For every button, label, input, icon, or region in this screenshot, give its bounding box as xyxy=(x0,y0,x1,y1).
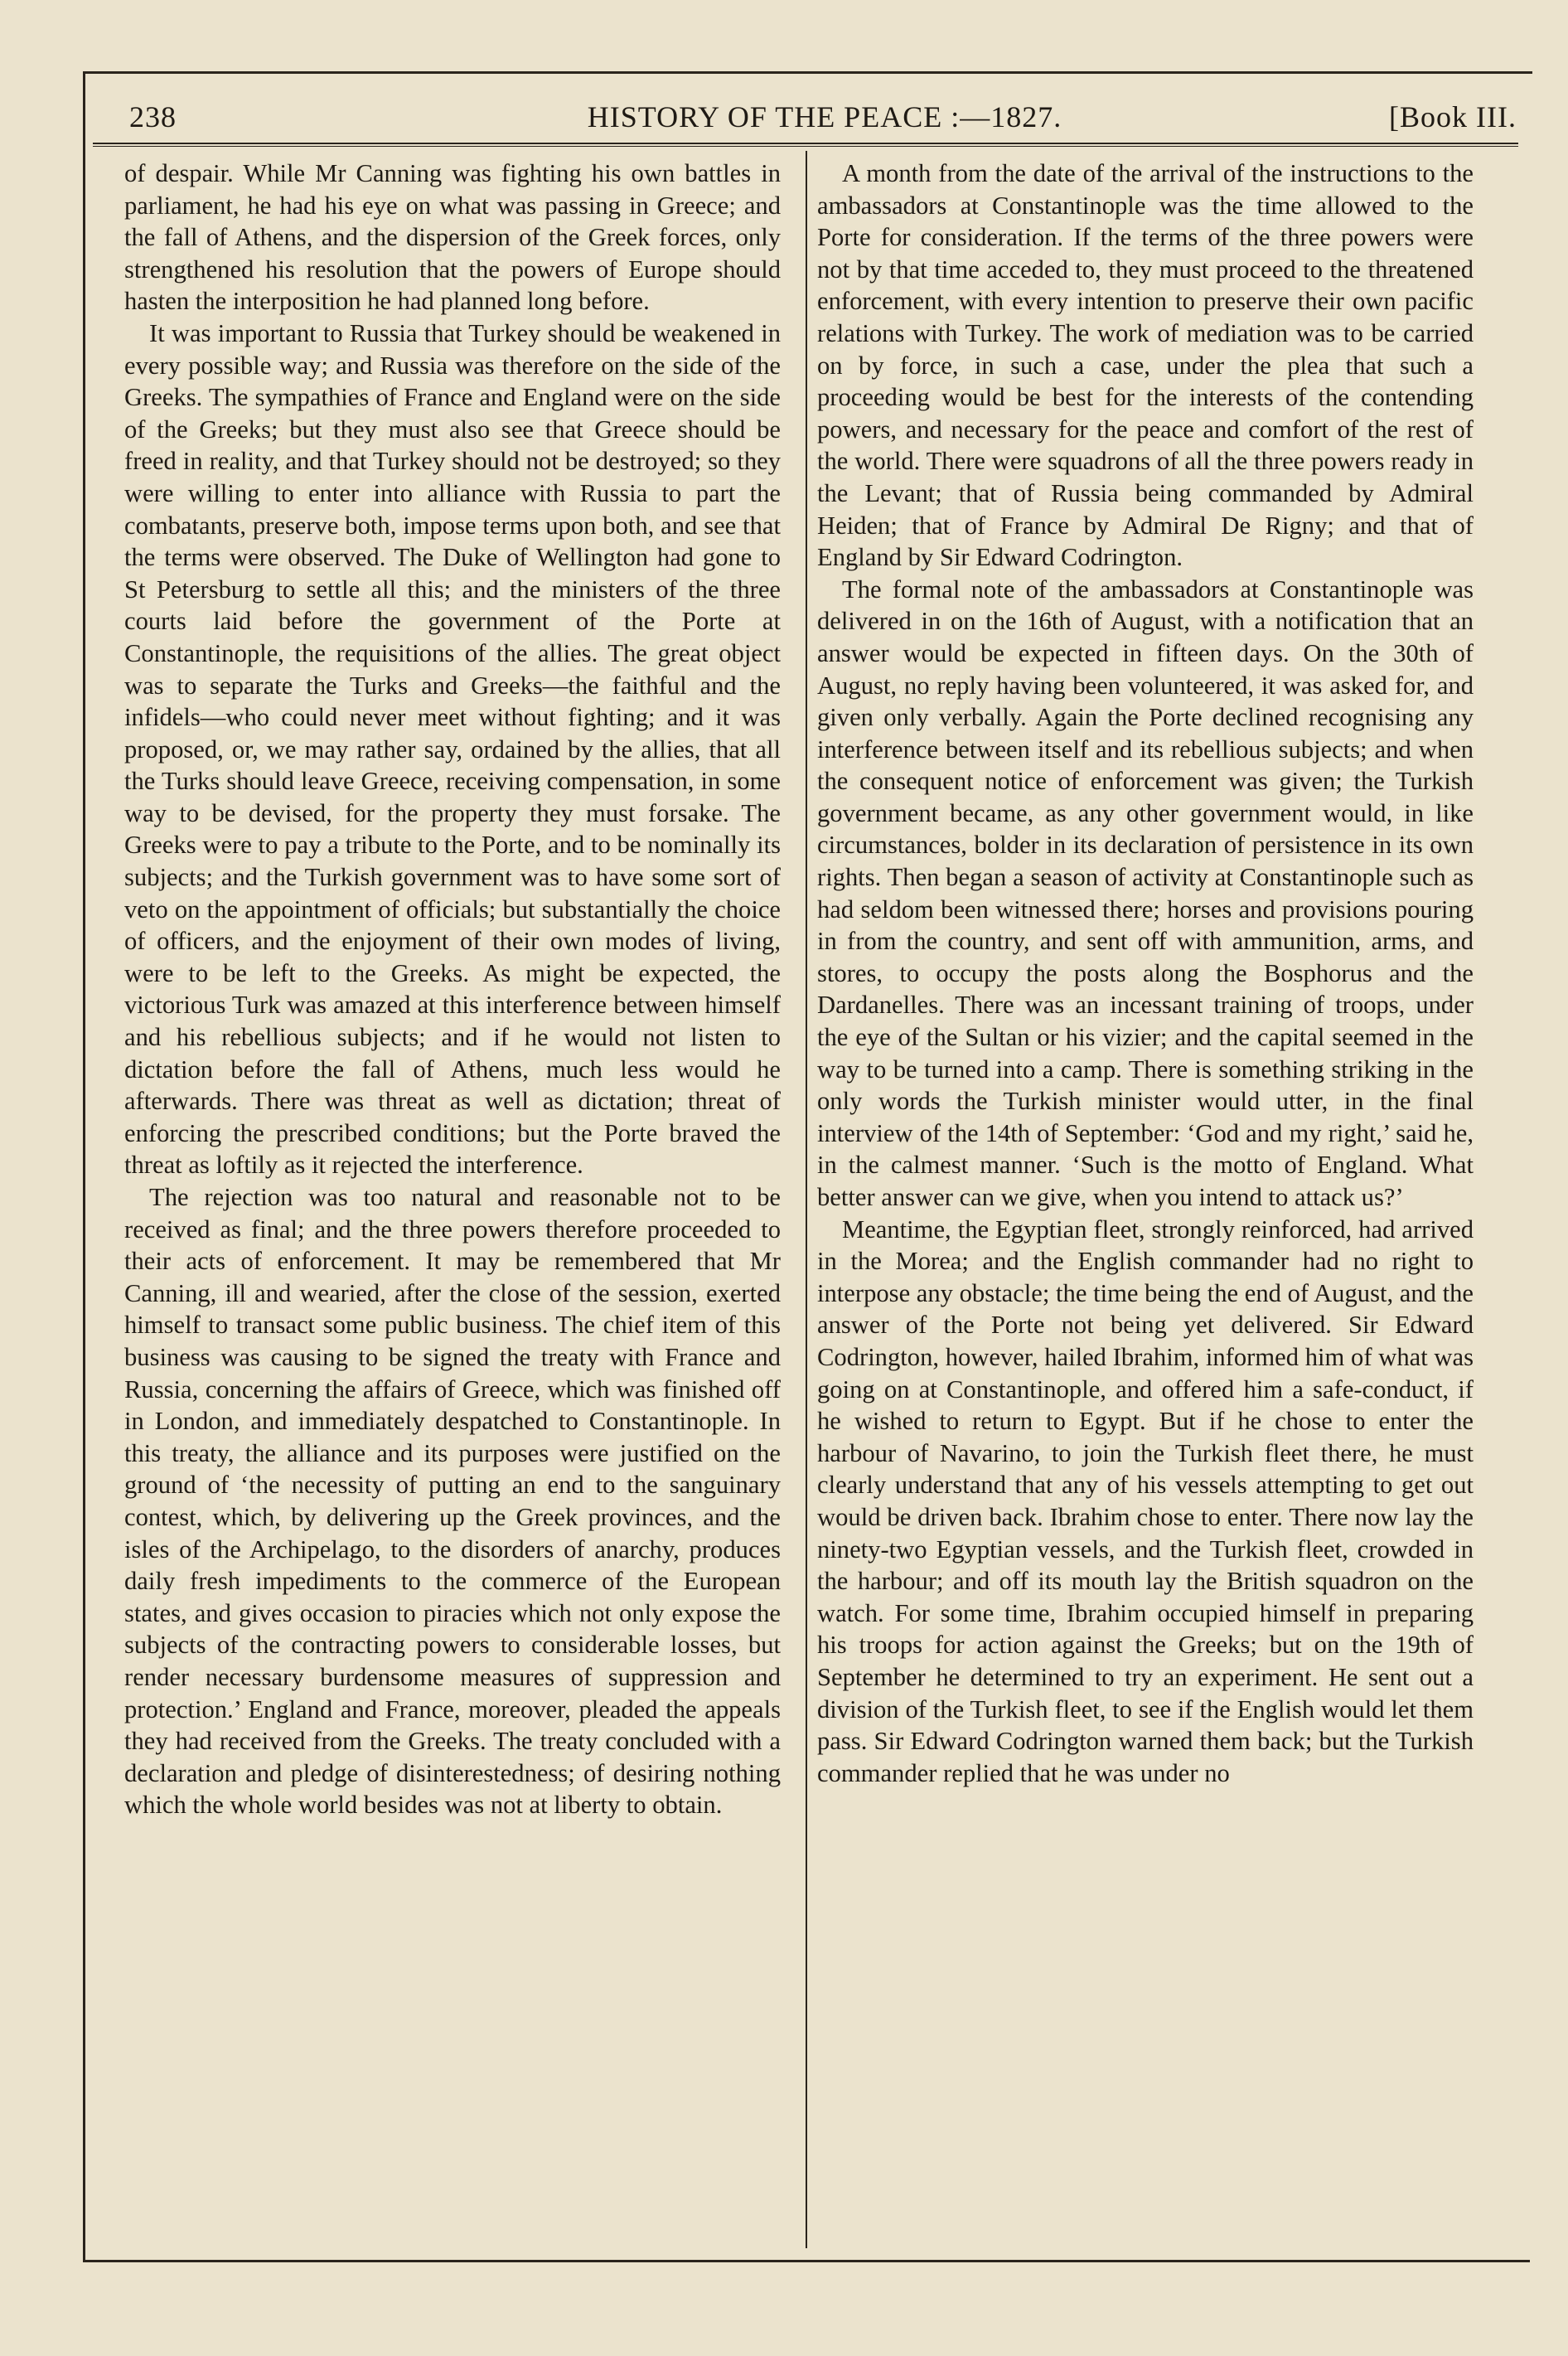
header-rule xyxy=(93,143,1518,147)
column-divider xyxy=(806,151,807,2248)
paragraph: Meantime, the Egyptian fleet, strongly reinforced, had arrived in the Morea; and the English commander had no right to interpose any obstacle; the time being the end of August, and the answer of the Porte not being yet delivered. Sir Edward Codrington, however, hailed Ibrahim, informed him of what was going on at Constantinople, and offered him a safe-conduct, if he wished to return to Egypt. But if he chose to enter the harbour of Navarino, to join the Turkish fleet there, he must clearly understand that any of his vessels attempting to get out would be driven back. Ibrahim chose to enter. There now lay the ninety-two Egyptian vessels, and the Turkish fleet, crowded in the harbour; and off its mouth lay the British squadron on the watch. For some time, Ibrahim occupied himself in preparing his troops for action against the Greeks; but on the 19th of September he determined to try an experiment. He sent out a division of the Turkish fleet, to see if the English would let them pass. Sir Edward Codrington warned them back; but the Turkish commander replied that he was under no xyxy=(817,1214,1474,1787)
paragraph: It was important to Russia that Turkey should be weakened in every possible way; and Russia was therefore on the side of the Greeks. The sympathies of France and England were on the side of the Greeks; but they must also see that Greece should be freed in reality, and that Turkey should not be destroyed; so they were willing to enter into alliance with Russia to part the combatants, preserve both, impose terms upon both, and see that the terms were observed. The Duke of Wellington had gone to St Petersburg to settle all this; and the ministers of the three courts laid before the government of the Porte at Constantinople, the requisitions of the allies. The great object was to separate the Turks and Greeks—the faithful and the infidels—who could never meet without fighting; and it was proposed, or, we may rather say, ordained by the allies, that all the Turks should leave Greece, receiving compensation, in some way to be devised, for the property they must forsake. The Greeks were to pay a tribute to the Porte, and to be nominally its subjects; and the Turkish government was to have some sort of veto on the appointment of officials; but substantially the choice of officers, and the enjoyment of their own modes of living, were to be left to the Greeks. As might be expected, the victorious Turk was amazed at this interference between himself and his rebellious subjects; and if he would not listen to dictation before the fall of Athens, much less would he afterwards. There was threat as well as dictation; threat of enforcing the prescribed conditions; but the Porte braved the threat as loftily as it rejected the interference. xyxy=(124,318,781,1180)
left-column xyxy=(124,158,781,1821)
running-head xyxy=(124,93,1525,143)
paragraph: of despair. While Mr Canning was fighting his own battles in parliament, he had his eye on what was passing in Greece; and the fall of Athens, and the dispersion of the Greek forces, only strengthened his resolution that the powers of Europe should hasten the interposition he had planned long before. xyxy=(124,159,781,316)
paragraph: A month from the date of the arrival of the instructions to the ambassadors at Constantinople was the time allowed to the Porte for consideration. If the terms of the three powers were not by that time acceded to, they must proceed to the threatened enforcement, with every intention to preserve their own pacific relations with Turkey. The work of mediation was to be carried on by force, in such a case, under the plea that such a proceeding would be best for the interests of the contending powers, and necessary for the peace and comfort of the rest of the world. There were squadrons of all the three powers ready in the Levant; that of Russia being commanded by Admiral Heiden; that of France by Admiral De Rigny; and that of England by Sir Edward Codrington. xyxy=(817,159,1474,572)
running-title: HISTORY OF THE PEACE :—1827. xyxy=(587,100,1062,133)
right-column xyxy=(817,158,1474,1789)
bottom-rule xyxy=(83,2260,1530,2262)
page-number: 238 xyxy=(129,100,177,133)
paragraph: The rejection was too natural and reasonable not to be received as final; and the three powers therefore proceeded to their acts of enforcement. It may be remembered that Mr Canning, ill and wearied, after the close of the session, exerted himself to transact some public business. The chief item of this business was causing to be signed the treaty with France and Russia, concerning the affairs of Greece, which was finished off in London, and immediately despatched to Constantinople. In this treaty, the alliance and its purposes were justified on the ground of ‘the necessity of putting an end to the sanguinary contest, which, by delivering up the Greek provinces, and the isles of the Archipelago, to the disorders of anarchy, produces daily fresh impediments to the commerce of the European states, and gives occasion to piracies which not only expose the subjects of the contracting powers to considerable losses, but render necessary burdensome measures of suppression and protection.’ England and France, moreover, pleaded the appeals they had received from the Greeks. The treaty concluded with a declaration and pledge of disinterestedness; of desiring nothing which the whole world besides was not at liberty to obtain. xyxy=(124,1183,781,1820)
paragraph: The formal note of the ambassadors at Constantinople was delivered in on the 16th of August, with a notification that an answer would be expected in fifteen days. On the 30th of August, no reply having been volunteered, it was asked for, and given only verbally. Again the Porte declined recognising any interference between itself and its rebellious subjects; and when the consequent notice of enforcement was given; the Turkish government became, as any other government would, in like circumstances, bolder in its declaration of persistence in its own rights. Then began a season of activity at Constantinople such as had seldom been witnessed there; horses and provisions pouring in from the country, and sent off with ammunition, arms, and stores, to occupy the posts along the Bosphorus and the Dardanelles. There was an incessant training of troops, under the eye of the Sultan or his vizier; and the capital seemed in the way to be turned into a camp. There is something striking in the only words the Turkish minister would utter, in the final interview of the 14th of September: ‘God and my right,’ said he, in the calmest manner. ‘Such is the motto of England. What better answer can we give, when you intend to attack us?’ xyxy=(817,574,1474,1211)
book-reference: [Book III. xyxy=(1389,100,1517,133)
